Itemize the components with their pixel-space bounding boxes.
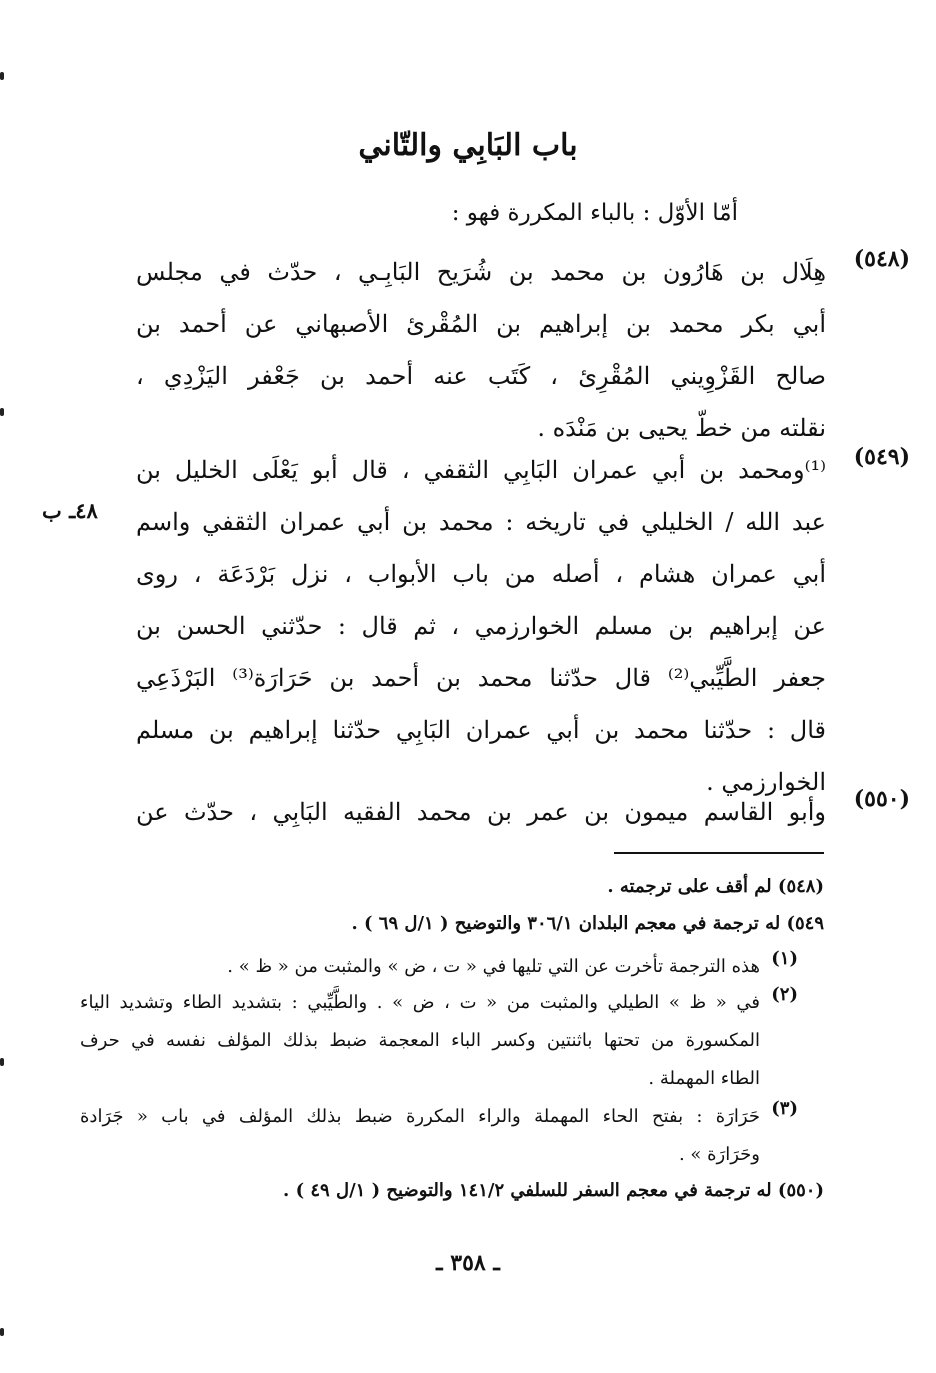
page-number: ـ ٣٥٨ ـ (436, 1250, 500, 1276)
footnote-number: (١) (771, 948, 798, 969)
entry-line: الخوارزمي . (706, 768, 826, 796)
footnote-line: وحَرَارَة » . (678, 1144, 760, 1165)
footnote-2 (80, 984, 798, 1098)
manuscript-folio-note: ٤٨ـ ب (42, 498, 98, 523)
entry-number: (٥٤٨) (853, 246, 910, 272)
intro-text: أمّا الأوّل : بالباء المكررة فهو : (451, 200, 738, 226)
entry-line: نقلته من خطّ يحيى بن مَنْدَه . (537, 414, 826, 442)
footnote-number: (٢) (771, 984, 798, 1005)
entry-number: (٥٥٠) (853, 786, 910, 812)
scan-mark (0, 1328, 4, 1336)
entry-line: عبد الله / الخليلي في تاريخه : محمد بن أبي عمران الثقفي واسم (136, 508, 826, 536)
chapter-title: باب البَابِي والتّاني (358, 128, 578, 163)
entry-550 (136, 786, 910, 838)
scan-mark (0, 72, 4, 80)
footnote-line: في « ظ » الطيلي والمثبت من « ت ، ض » . والطَّيِّبي : بتشديد الطاء وتشديد الياء (80, 992, 760, 1013)
entry-line: ⁽¹⁾ومحمد بن أبي عمران البَابِي الثقفي ، قال أبو يَعْلَى الخليل بن (136, 456, 826, 484)
footnote-550: (٥٥٠) له ترجمة في معجم السفر للسلفي ١٤١/٢ والتوضيح ( ١/ل ٤٩ ) . (283, 1180, 824, 1201)
scan-mark (0, 408, 4, 416)
entry-line: أبي بكر محمد بن إبراهيم بن المُقْرئ الأصبهاني عن أحمد بن (136, 310, 826, 338)
footnote-line: هذه الترجمة تأخرت عن التي تليها في « ت ، ض » والمثبت من « ظ » . (227, 956, 760, 977)
entry-line: جعفر الطَّيِّبي⁽²⁾ قال حدّثنا محمد بن أحمد بن حَرَارَة⁽³⁾ البَرْذَعِي (136, 664, 826, 692)
footnote-line: حَرَارَة : بفتح الحاء المهملة والراء المكررة ضبط بذلك المؤلف في باب « جَرَادة (80, 1106, 760, 1127)
entry-line: صالح القَزْوِيني المُقْرِئ ، كَتَب عنه أحمد بن جَعْفر اليَزْدِي ، (136, 362, 826, 390)
entry-line: أبي عمران هشام ، أصله من باب الأبواب ، نزل بَرْدَعَة ، روى (136, 560, 826, 588)
footnote-line: المكسورة من تحتها باثنتين وكسر الباء المعجمة ضبط بذلك المؤلف نفسه في حرف (80, 1030, 760, 1051)
footnote-separator (614, 852, 824, 854)
footnote-number: (٣) (771, 1098, 798, 1119)
entry-548 (136, 246, 910, 454)
footnote-line: الطاء المهملة . (648, 1068, 760, 1089)
entry-line: وأبو القاسم ميمون بن عمر بن محمد الفقيه البَابِي ، حدّث عن (136, 798, 826, 826)
footnote-549: ٥٤٩) له ترجمة في معجم البلدان ٣٠٦/١ والتوضيح ( ١/ل ٦٩ ) . (351, 913, 824, 934)
footnote-1 (160, 948, 798, 986)
entry-line: قال : حدّثنا محمد بن أبي عمران البَابِي حدّثنا إبراهيم بن مسلم (136, 716, 826, 744)
footnote-3 (80, 1098, 798, 1174)
entry-line: هِلَال بن هَارُون بن محمد بن شُرَيح البَابِـي ، حدّث في مجلس (136, 258, 826, 286)
entry-line: عن إبراهيم بن مسلم الخوارزمي ، ثم قال : حدّثني الحسن بن (136, 612, 826, 640)
entry-number: (٥٤٩) (853, 444, 910, 470)
footnote-548: (٥٤٨) لم أقف على ترجمته . (607, 876, 824, 897)
scan-mark (0, 1058, 4, 1066)
